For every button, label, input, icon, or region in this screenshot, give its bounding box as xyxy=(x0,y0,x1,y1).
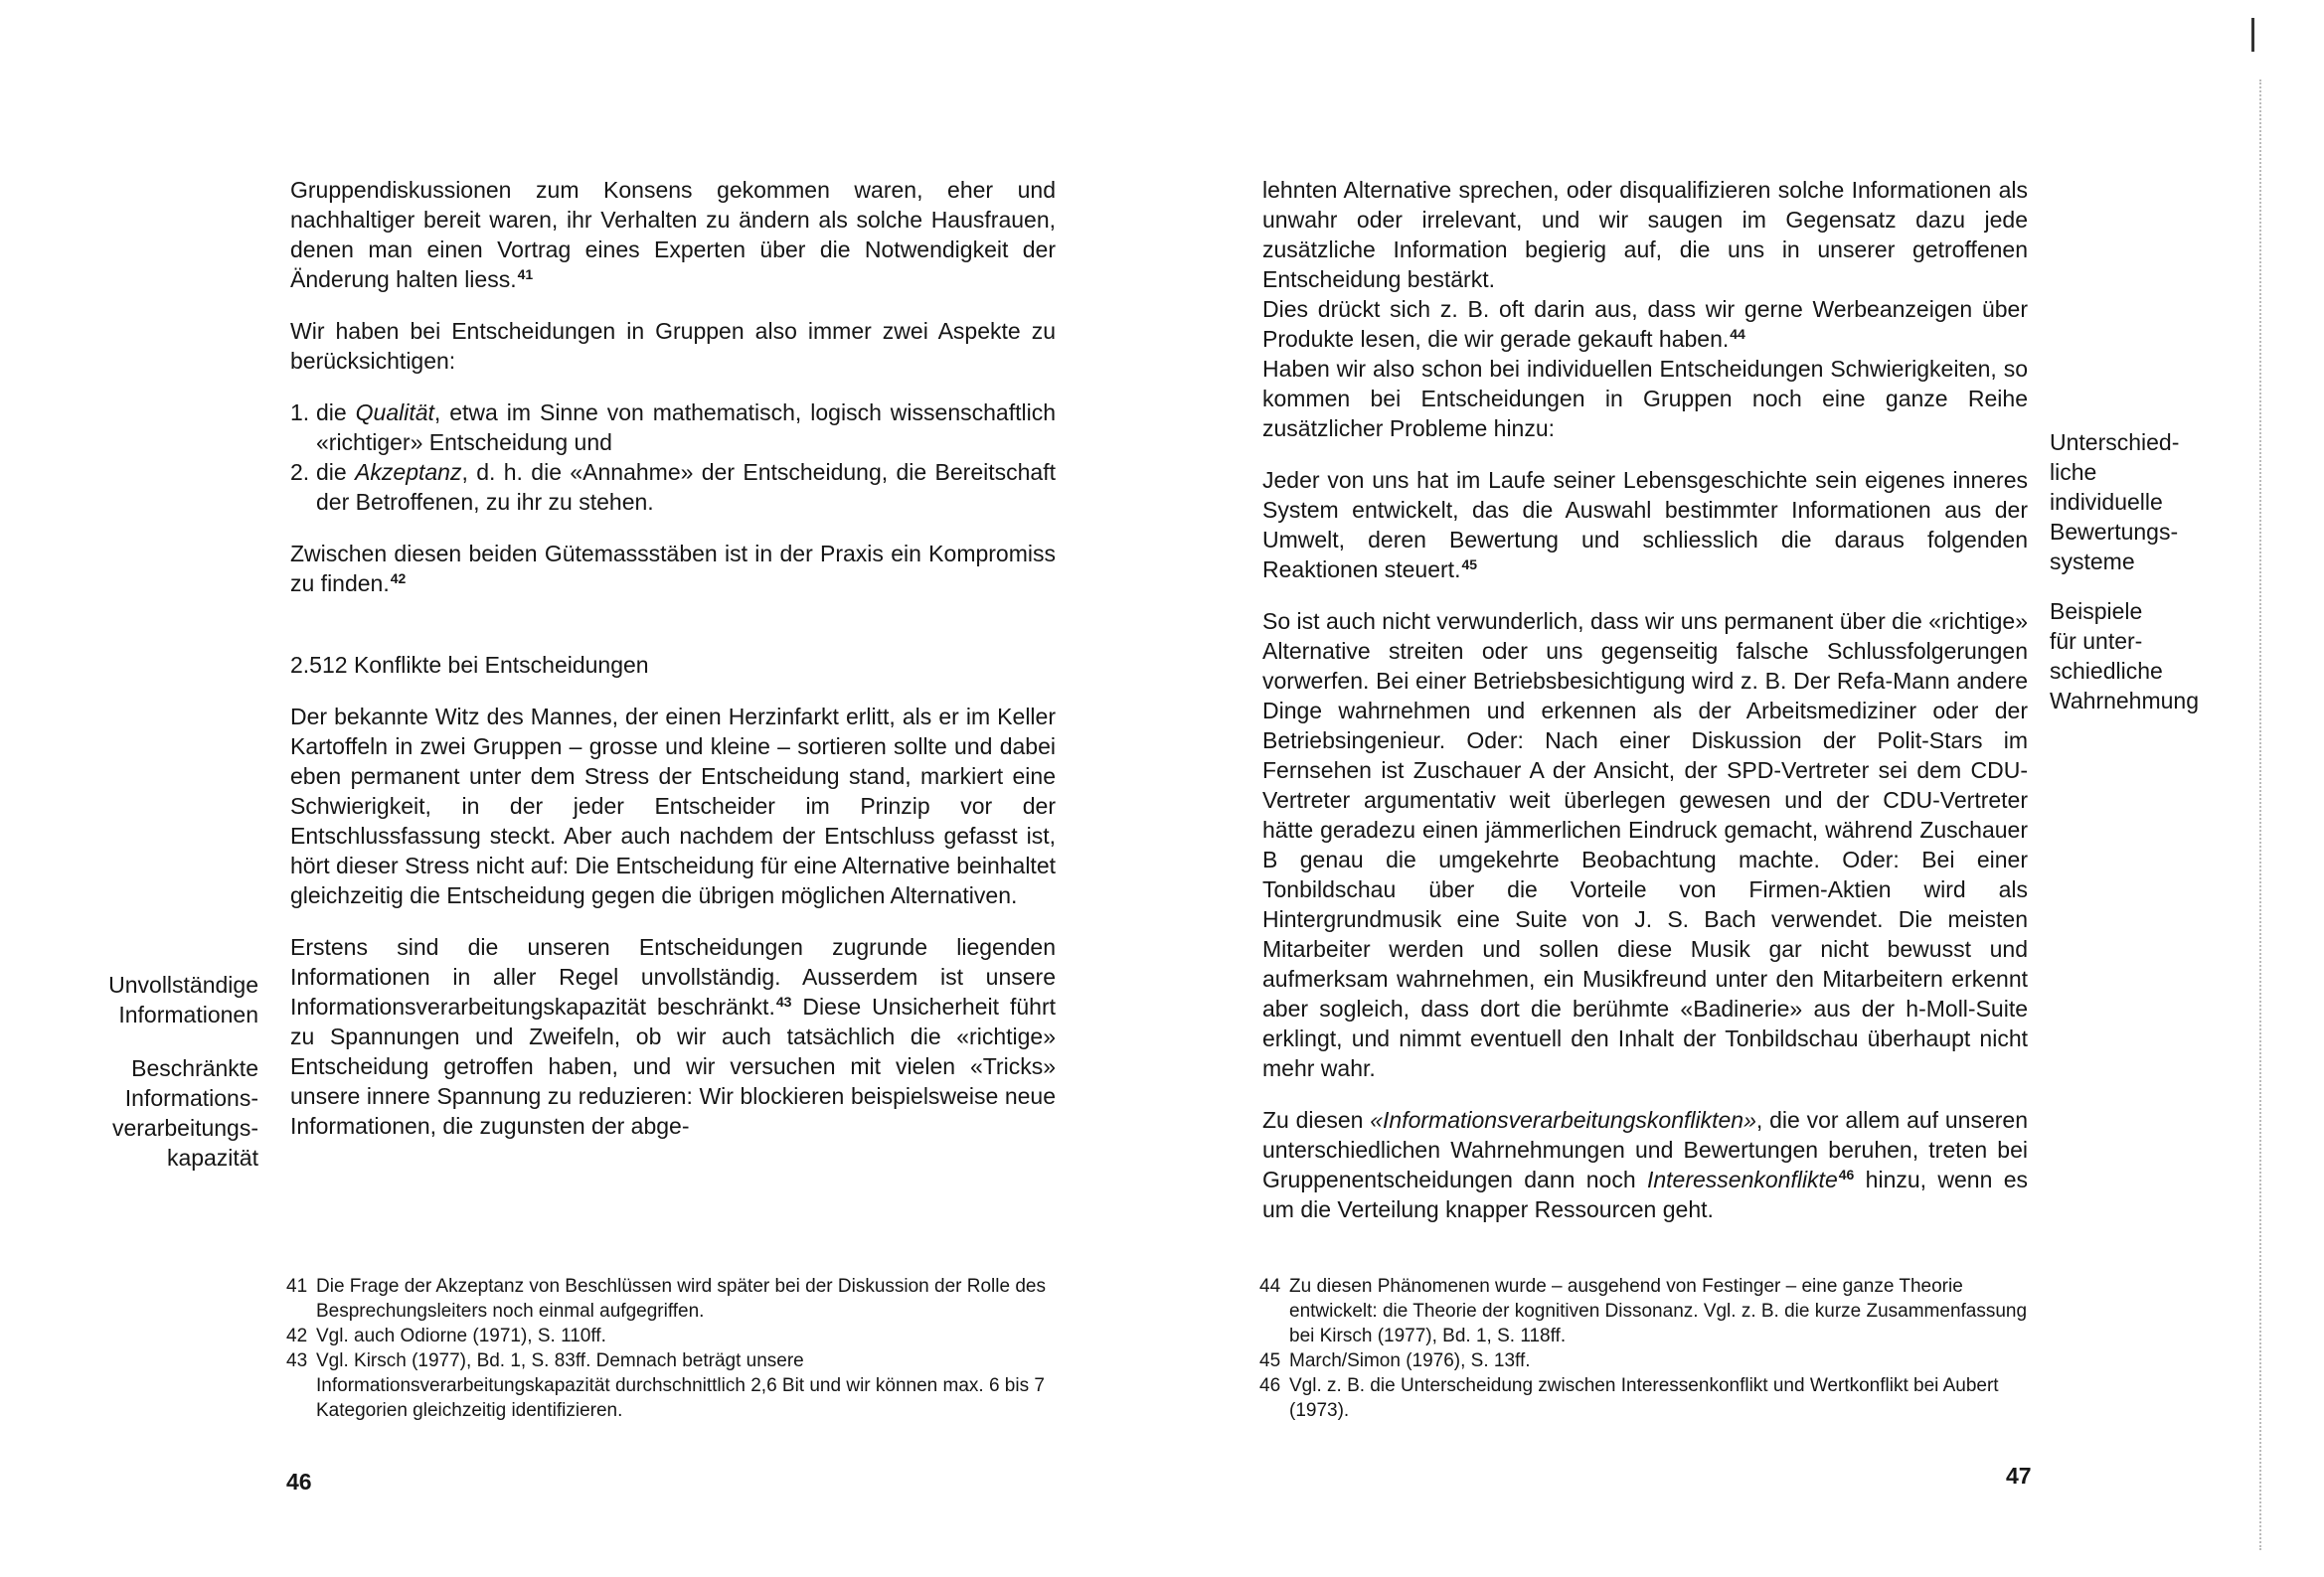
system-paragraph: Jeder von uns hat im Laufe seiner Lebensgeschichte sein eigenes inneres System entwickelt, das die Auswahl bestimmter Informationen aus der Umwelt, deren Bewertung und schliesslich die daraus folgenden Reaktionen steuert.$^{45}$ xyxy=(1262,467,2028,582)
scan-artifact xyxy=(2259,79,2263,1550)
emphasis: «Informationsverarbeitungskonflikten» xyxy=(1370,1107,1756,1133)
right-footnotes xyxy=(1259,1274,2030,1423)
emphasis: Qualität xyxy=(355,399,434,425)
right-page xyxy=(1162,0,2324,1577)
compromise-paragraph: Zwischen diesen beiden Gütemassstäben ist in der Praxis ein Kompromiss zu finden.$^{42}$ xyxy=(290,541,1056,596)
footnote-ref: 46 xyxy=(1838,1167,1855,1183)
intro-paragraph: Gruppendiskussionen zum Konsens gekommen waren, eher und nachhaltiger bereit waren, ihr Verhalten zu ändern als solche Hausfrauen, denen man einen Vortrag eines Experten über die Notwendigkeit der Änderung halten liess.$^{41}$ xyxy=(290,177,1056,292)
erstens-paragraph: Erstens sind die unseren Entscheidungen zugrunde liegenden Informationen in aller Regel unvollständig. Ausserdem ist unsere Informationsverarbeitungskapazität beschränkt.$^{43}$ Diese Unsicherheit führt zu Spannungen und Zweifeln, ob wir auch tatsächlich die «richtige» Entscheidung getroffen haben, und wir versuchen mit vielen «Tricks» unsere innere Spannung zu reduzieren: Wir blockieren beispielsweise neue Informationen, die zugunsten der abge- xyxy=(290,934,1056,1139)
page-number: 47 xyxy=(2006,1463,2032,1489)
margin-note-beispiele-wahrnehmung: Beispiele für unter- schiedliche Wahrnehmung xyxy=(2050,598,2200,713)
list-item: 2. die Akzeptanz, d. h. die «Annahme» der Entscheidung, die Bereitschaft der Betroffenen, zu ihr zu stehen. xyxy=(290,459,1056,515)
footnote-44: 44 Zu diesen Phänomenen wurde – ausgehend von Festinger – eine ganze Theorie entwickelt: die Theorie der kognitiven Dissonanz. Vgl. z. B. die kurze Zusammenfassung bei Kirsch (1977), Bd. 1, S. 118ff. xyxy=(1259,1276,2028,1346)
konflikte-paragraph: Zu diesen «Informationsverarbeitungskonflikten», die vor allem auf unseren unterschiedlichen Wahrnehmungen und Bewertungen beruhen, treten bei Gruppenentscheidungen dann noch Interessenkonflikte$^{46}$ hinzu, wenn es um die Verteilung knapper Ressourcen geht. xyxy=(1262,1107,2028,1222)
footnote-45: 45 March/Simon (1976), S. 13ff. xyxy=(1259,1350,1531,1371)
wahrnehmung-paragraph: So ist auch nicht verwunderlich, dass wir uns permanent über die «richtige» Alternative streiten oder uns gegenseitig falsche Schlussfolgerungen vorwerfen. Bei einer Betriebsbesichtigung wird z. B. Der Refa-Mann andere Dinge wahrnehmen und erkennen als der Arbeitsmediziner oder der Betriebsingenieur. Oder: Nach einer Diskussion der Polit-Stars im Fernsehen ist Zuschauer A der Ansicht, der SPD-Vertreter sei dem CDU-Vertreter argumentativ weit überlegen gewesen und der CDU-Vertreter hätte geradezu einen jämmerlichen Eindruck gemacht, während Zuschauer B genau die umgekehrte Beobachtung machte. Oder: Bei einer Tonbildschau über die Vorteile von Firmen-Aktien wird als Hintergrundmusik eine Suite von J. S. Bach verwendet. Die meisten Mitarbeiter werden und sollen diese Musik gar nicht bewusst und aufmerksam wahrnehmen, ein Musikfreund unter den Mitarbeitern erkennt aber sogleich, dass dort die berühmte «Badinerie» aus der h-Moll-Suite erklingt, und nimmt eventuell den Inhalt der Tonbildschau überhaupt nicht mehr wahr. xyxy=(1262,608,2028,1081)
footnote-ref: 42 xyxy=(390,570,407,586)
margin-note-unvollstaendige-informationen: Unvollständige Informationen xyxy=(108,972,258,1027)
page-number: 46 xyxy=(286,1469,312,1495)
continuation-paragraph: lehnten Alternative sprechen, oder disqualifizieren solche Informationen als unwahr oder irrelevant, und wir saugen im Gegensatz dazu jede zusätzliche Information begierig auf, die uns in unserer getroffenen Entscheidung bestärkt. Dies drückt sich z. B. oft darin aus, dass wir gerne Werbeanzeigen über Produkte lesen, die wir gerade gekauft haben.$^{44}$ Haben wir also schon bei individuellen Entscheidungen Schwierigkeiten, so kommen bei Entscheidungen in Gruppen noch eine ganze Reihe zusätzlicher Probleme hinzu: xyxy=(1262,177,2028,441)
footnote-ref: 43 xyxy=(775,994,792,1010)
footnote-46: 46 Vgl. z. B. die Unterscheidung zwischen Interessenkonflikt und Wertkonflikt bei Aubert (1973). xyxy=(1259,1375,1999,1421)
emphasis: Interessenkonflikte xyxy=(1646,1167,1838,1192)
right-main-text xyxy=(1262,175,2028,1224)
section-heading: 2.512 Konflikte bei Entscheidungen xyxy=(290,652,649,678)
margin-note-beschraenkte-kapazitaet: Beschränkte Informations- verarbeitungs- kapazität xyxy=(111,1055,258,1171)
emphasis: Akzeptanz xyxy=(355,459,462,485)
aspects-list xyxy=(290,397,1056,517)
footnote-ref: 41 xyxy=(517,266,534,282)
list-number: 2. xyxy=(290,459,310,485)
list-number: 1. xyxy=(290,399,310,425)
scan-artifact xyxy=(2251,18,2254,52)
left-main-text xyxy=(290,175,1056,1141)
footnote-43: 43 Vgl. Kirsch (1977), Bd. 1, S. 83ff. Demnach beträgt unsere Informationsverarbeitungskapazität durchschnittlich 2,6 Bit und wir können max. 6 bis 7 Kategorien gleichzeitig identifizieren. xyxy=(286,1350,1045,1421)
witz-paragraph: Der bekannte Witz des Mannes, der einen Herzinfarkt erlitt, als er im Keller Kartoffeln in zwei Gruppen – grosse und kleine – sortieren sollte und dabei eben permanent unter dem Stress der Entscheidung stand, markiert eine Schwierigkeit, in der jeder Entscheider im Prinzip vor der Entschlussfassung steckt. Aber auch nachdem der Entschluss gefasst ist, hört dieser Stress nicht auf: Die Entscheidung für eine Alternative beinhaltet gleichzeitig die Entscheidung gegen die übrigen möglichen Alternativen. xyxy=(290,704,1056,908)
footnote-ref: 45 xyxy=(1461,556,1478,572)
left-footnotes xyxy=(286,1274,1058,1423)
margin-note-bewertungssysteme: Unterschied- liche individuelle Bewertungs- systeme xyxy=(2050,429,2180,574)
footnote-ref: 44 xyxy=(1730,326,1745,342)
footnote-42: 42 Vgl. auch Odiorne (1971), S. 110ff. xyxy=(286,1326,606,1346)
footnote-41: 41 Die Frage der Akzeptanz von Beschlüssen wird später bei der Diskussion der Rolle des Besprechungsleiters noch einmal aufgegriffen. xyxy=(286,1276,1046,1322)
aspects-intro: Wir haben bei Entscheidungen in Gruppen also immer zwei Aspekte zu berücksichtigen: xyxy=(290,318,1056,374)
list-item: 1. die Qualität, etwa im Sinne von mathematisch, logisch wissenschaftlich «richtiger» Entscheidung und xyxy=(290,399,1056,455)
